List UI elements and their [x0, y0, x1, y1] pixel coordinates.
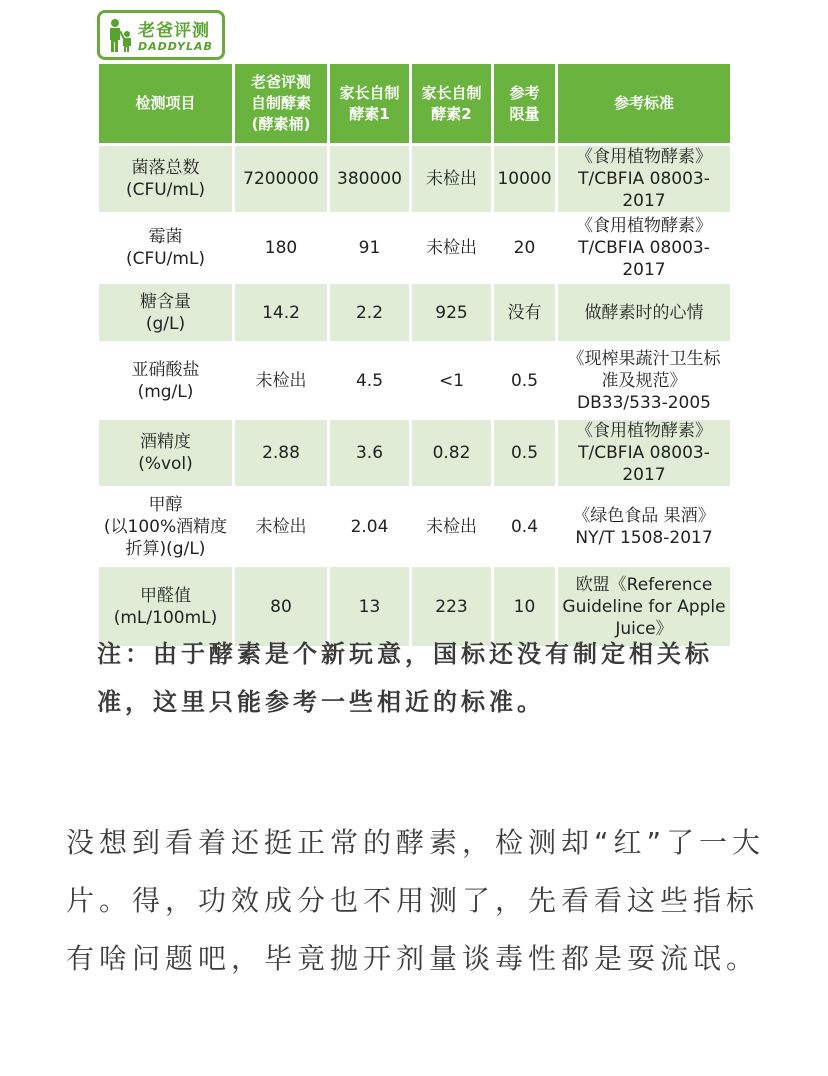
table-note: 注：由于酵素是个新玩意，国标还没有制定相关标准，这里只能参考一些相近的标准。 — [97, 640, 713, 716]
table-row — [98, 488, 732, 566]
value-standard: 《食用植物酵素》 T/CBFIA 08003-2017 — [557, 214, 732, 283]
table-row — [98, 419, 732, 488]
value-parent-2: 223 — [411, 566, 493, 648]
body-paragraph: 没想到看着还挺正常的酵素，检测却“红”了一大片。得，功效成分也不用测了，先看看这些指标有啥问题吧，毕竟抛开剂量谈毒性都是耍流氓。 — [66, 826, 766, 975]
value-parent-1: 4.5 — [329, 343, 411, 419]
value-limit: 20 — [493, 214, 557, 283]
value-parent-2: 未检出 — [411, 488, 493, 566]
value-standard: 《绿色食品 果酒》 NY/T 1508-2017 — [557, 488, 732, 566]
value-limit: 0.5 — [493, 343, 557, 419]
value-parent-1: 3.6 — [329, 419, 411, 488]
value-limit: 10 — [493, 566, 557, 648]
value-standard: 《现榨果蔬汁卫生标 准及规范》 DB33/533-2005 — [557, 343, 732, 419]
daddylab-logo — [97, 10, 225, 60]
value-daddylab: 未检出 — [234, 488, 329, 566]
table-row — [98, 145, 732, 214]
value-parent-1: 91 — [329, 214, 411, 283]
value-parent-1: 2.04 — [329, 488, 411, 566]
header-parent-sample-1: 家长自制 酵素1 — [329, 63, 411, 145]
value-parent-2: <1 — [411, 343, 493, 419]
value-standard: 欧盟《Reference Guideline for Apple Juice》 — [557, 566, 732, 648]
test-results-table — [96, 61, 733, 649]
value-parent-2: 925 — [411, 283, 493, 343]
value-daddylab: 未检出 — [234, 343, 329, 419]
value-limit: 0.5 — [493, 419, 557, 488]
row-item: 亚硝酸盐 (mg/L) — [98, 343, 234, 419]
header-parent-sample-2: 家长自制 酵素2 — [411, 63, 493, 145]
value-limit: 10000 — [493, 145, 557, 214]
header-item: 检测项目 — [98, 63, 234, 145]
table-row — [98, 343, 732, 419]
value-standard: 《食用植物酵素》 T/CBFIA 08003-2017 — [557, 419, 732, 488]
row-item: 菌落总数 (CFU/mL) — [98, 145, 234, 214]
value-parent-1: 13 — [329, 566, 411, 648]
value-daddylab: 7200000 — [234, 145, 329, 214]
row-item: 甲醇 (以100%酒精度 折算)(g/L) — [98, 488, 234, 566]
value-parent-2: 未检出 — [411, 214, 493, 283]
row-item: 糖含量 (g/L) — [98, 283, 234, 343]
value-parent-2: 未检出 — [411, 145, 493, 214]
value-parent-1: 2.2 — [329, 283, 411, 343]
table-row — [98, 214, 732, 283]
header-daddylab-sample: 老爸评测 自制酵素 (酵素桶) — [234, 63, 329, 145]
value-standard: 《食用植物酵素》 T/CBFIA 08003-2017 — [557, 145, 732, 214]
logo-cn-text: 老爸评测 — [138, 21, 210, 41]
table-row — [98, 283, 732, 343]
value-daddylab: 80 — [234, 566, 329, 648]
header-reference-standard: 参考标准 — [557, 63, 732, 145]
value-daddylab: 2.88 — [234, 419, 329, 488]
value-standard: 做酵素时的心情 — [557, 283, 732, 343]
table-header-row — [98, 63, 732, 145]
header-reference-limit: 参考 限量 — [493, 63, 557, 145]
value-daddylab: 14.2 — [234, 283, 329, 343]
value-parent-2: 0.82 — [411, 419, 493, 488]
parent-child-icon — [105, 18, 135, 54]
row-item: 霉菌 (CFU/mL) — [98, 214, 234, 283]
value-limit: 没有 — [493, 283, 557, 343]
value-daddylab: 180 — [234, 214, 329, 283]
logo-en-text: DADDYLAB — [138, 40, 213, 53]
value-parent-1: 380000 — [329, 145, 411, 214]
row-item: 甲醛值 (mL/100mL) — [98, 566, 234, 648]
row-item: 酒精度 (%vol) — [98, 419, 234, 488]
value-limit: 0.4 — [493, 488, 557, 566]
